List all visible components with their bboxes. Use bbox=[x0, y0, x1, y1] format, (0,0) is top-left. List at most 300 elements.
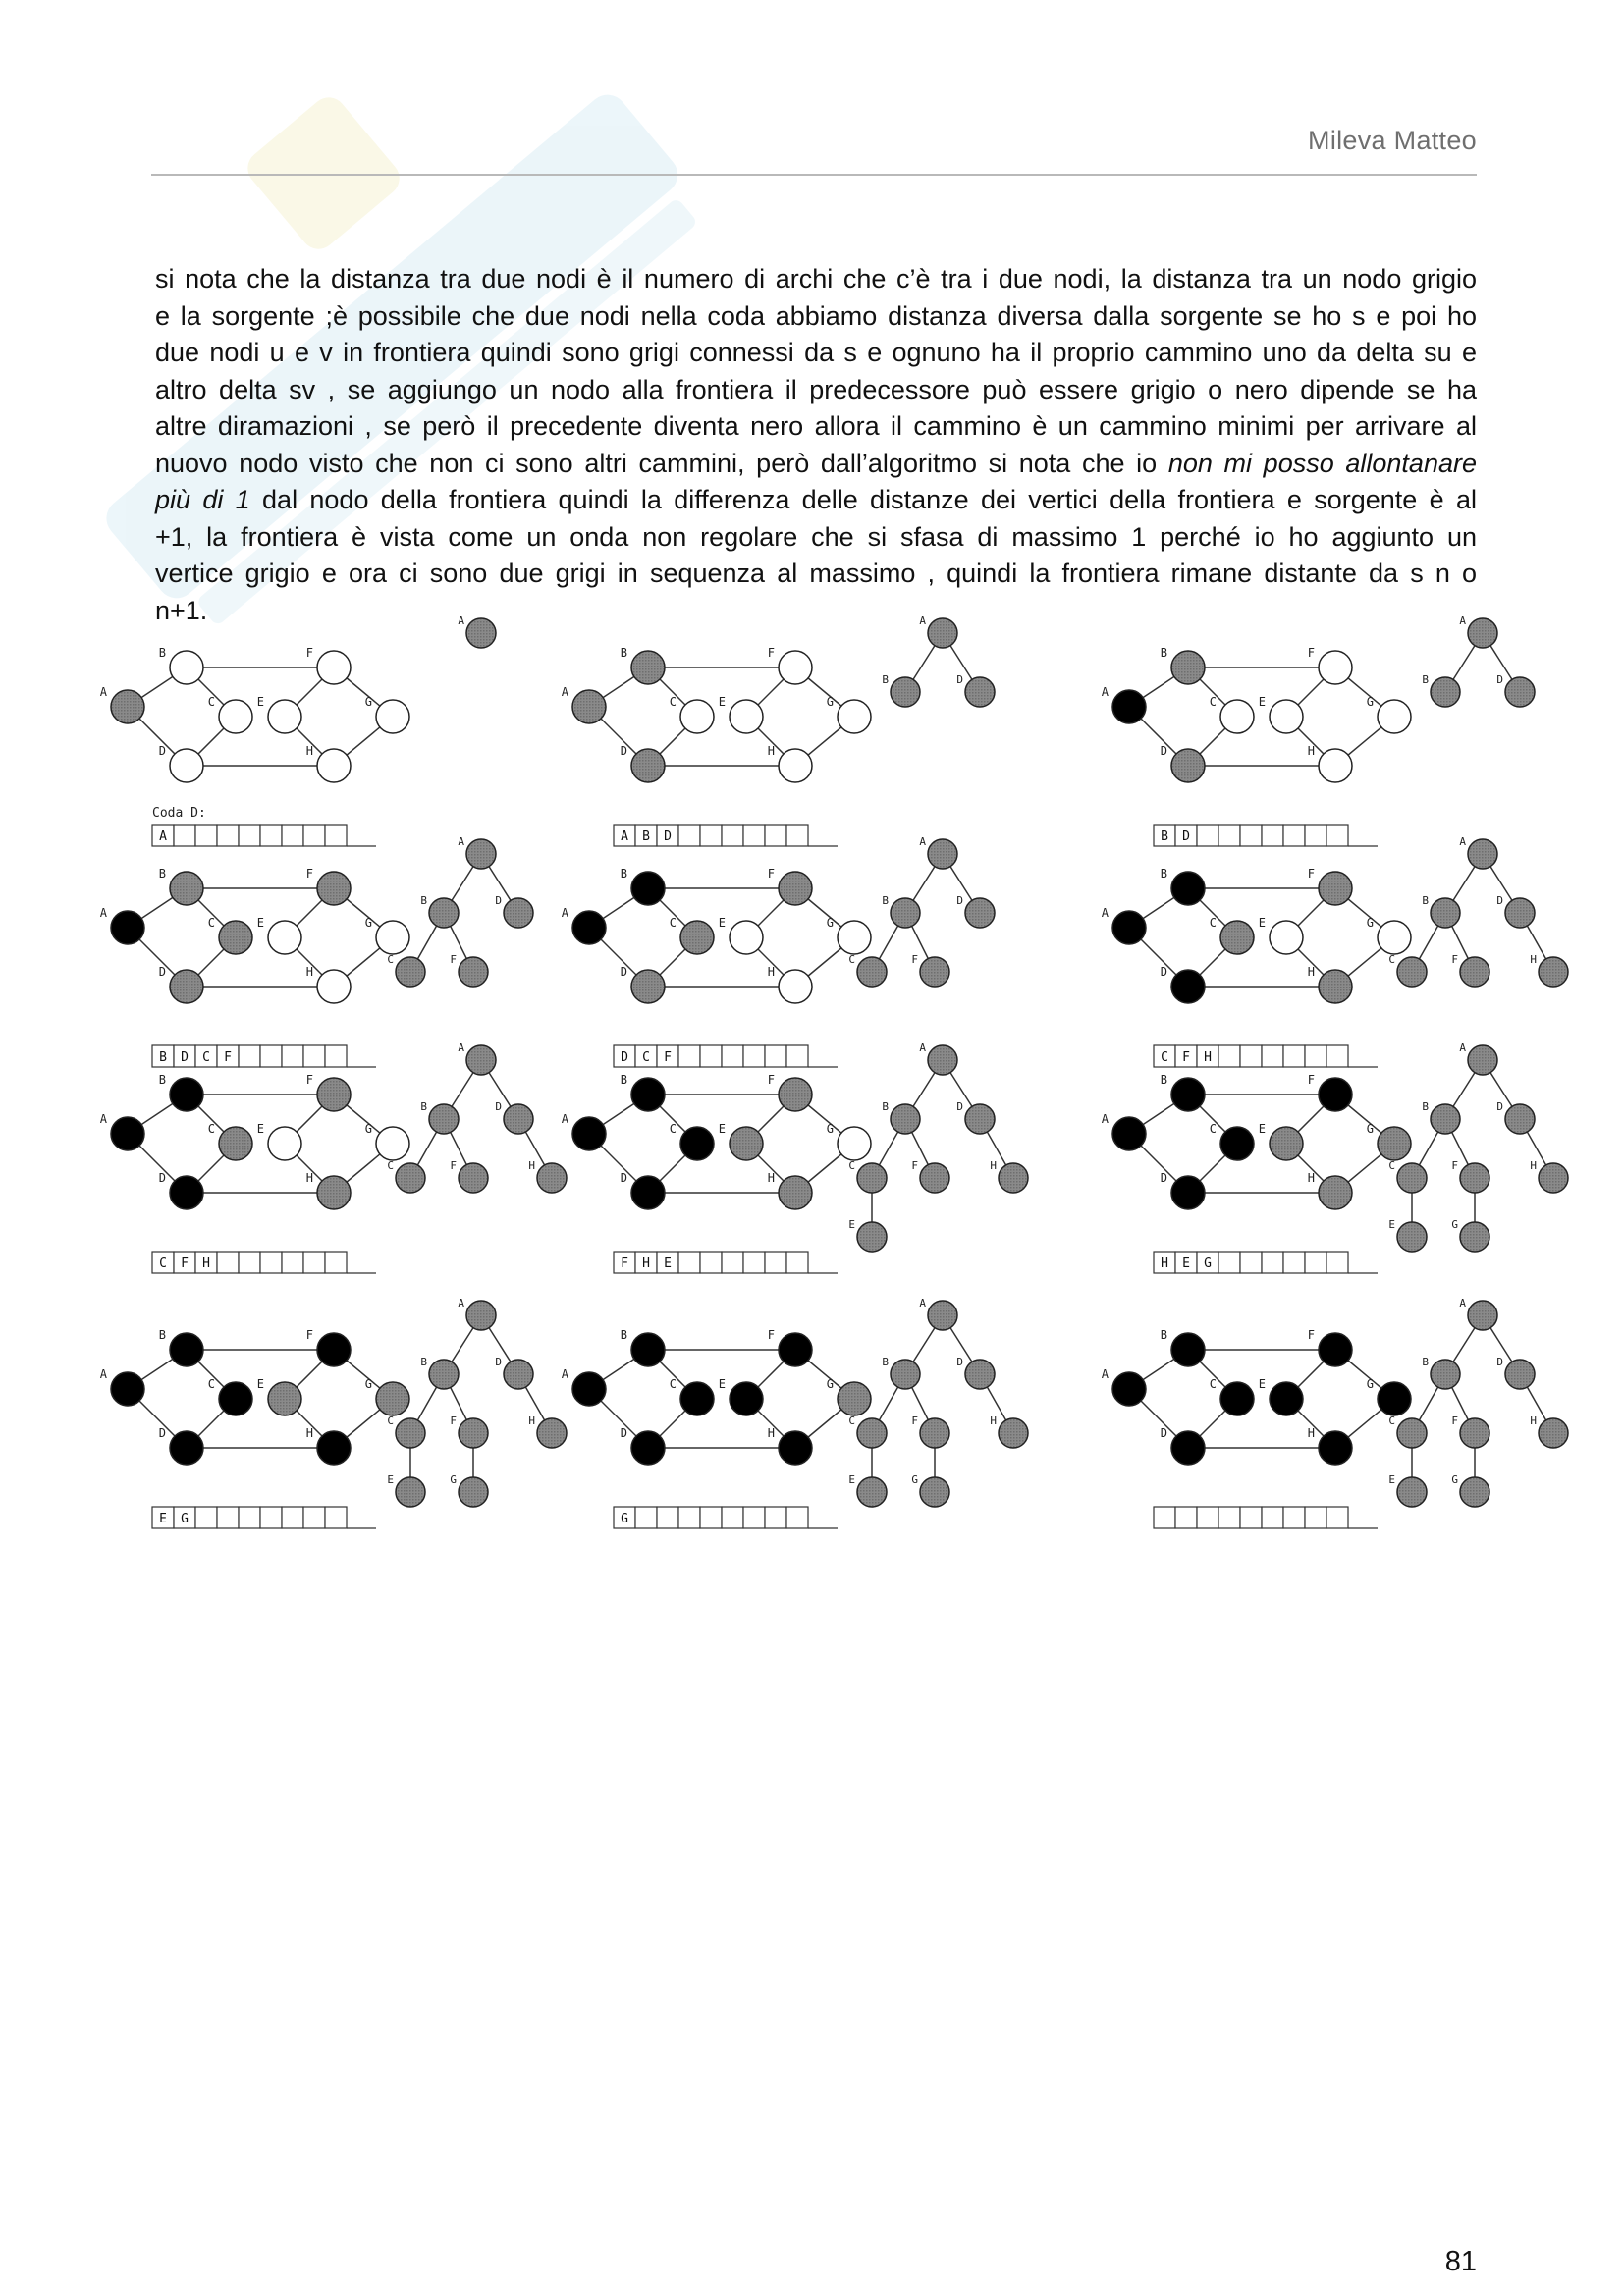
tree-node-d bbox=[504, 898, 533, 928]
tree-node-label: A bbox=[1459, 1041, 1466, 1054]
graph-node-b bbox=[631, 651, 665, 684]
tree-node-f bbox=[1460, 1163, 1489, 1193]
graph-node-a bbox=[111, 1372, 144, 1406]
tree-node-a bbox=[1468, 618, 1497, 648]
tree-node-d bbox=[504, 1104, 533, 1134]
tree-node-label: B bbox=[420, 894, 427, 907]
tree-node-label: H bbox=[1530, 1415, 1537, 1427]
tree-node-c bbox=[1397, 1418, 1427, 1448]
tree-node-f bbox=[920, 1418, 949, 1448]
graph-node-d bbox=[170, 970, 203, 1003]
graph-node-label: G bbox=[364, 695, 372, 709]
tree-node-label: C bbox=[387, 953, 394, 966]
queue-cell bbox=[765, 1045, 786, 1067]
queue-cell bbox=[1283, 1045, 1305, 1067]
tree-node-b bbox=[1431, 1104, 1460, 1134]
graph-node-label: G bbox=[826, 1377, 834, 1391]
graph-node-label: A bbox=[1101, 1367, 1109, 1381]
graph-node-a bbox=[111, 911, 144, 944]
graph-node-label: D bbox=[620, 1426, 627, 1440]
graph-node-label: D bbox=[620, 1171, 627, 1185]
graph-node-label: F bbox=[305, 1328, 313, 1342]
graph-node-label: B bbox=[620, 1073, 627, 1087]
graph-node-c bbox=[1220, 1382, 1254, 1415]
queue-item: F bbox=[224, 1050, 232, 1065]
graph-node-label: D bbox=[158, 1426, 166, 1440]
tree-node-e bbox=[857, 1477, 887, 1507]
tree-node-h bbox=[1539, 1163, 1568, 1193]
page-number: 81 bbox=[1444, 2246, 1477, 2277]
graph-node-label: A bbox=[99, 1367, 107, 1381]
queue-caption: Coda D: bbox=[152, 806, 206, 821]
queue-cell bbox=[1175, 1507, 1197, 1528]
graph-node-c bbox=[1220, 700, 1254, 733]
queue-cell bbox=[1262, 1507, 1283, 1528]
graph-node-e bbox=[730, 700, 763, 733]
queue-cell bbox=[786, 1252, 808, 1273]
graph-node-d bbox=[631, 1431, 665, 1465]
tree-node-d bbox=[504, 1360, 533, 1389]
queue-item: F bbox=[1182, 1050, 1190, 1065]
graph-node-label: G bbox=[1366, 916, 1374, 930]
queue-cell bbox=[1262, 825, 1283, 846]
tree-node-f bbox=[459, 1418, 488, 1448]
tree-node-label: H bbox=[528, 1415, 535, 1427]
tree-node-h bbox=[537, 1163, 567, 1193]
graph-node-b bbox=[170, 1333, 203, 1366]
tree-node-label: E bbox=[848, 1218, 855, 1231]
queue-cell bbox=[722, 1045, 743, 1067]
graph-node-c bbox=[1220, 1127, 1254, 1160]
graph-node-h bbox=[779, 749, 812, 782]
tree-node-label: B bbox=[1422, 894, 1429, 907]
graph-node-g bbox=[376, 1382, 409, 1415]
graph-node-d bbox=[170, 1176, 203, 1209]
graph-node-label: H bbox=[305, 965, 313, 979]
graph-node-label: A bbox=[561, 1112, 568, 1126]
graph-node-label: F bbox=[305, 646, 313, 660]
queue-cell bbox=[1283, 825, 1305, 846]
graph-node-label: C bbox=[207, 1377, 215, 1391]
tree-node-d bbox=[1505, 1360, 1535, 1389]
graph-node-d bbox=[1171, 970, 1205, 1003]
tree-node-g bbox=[1460, 1222, 1489, 1252]
queue-cell bbox=[700, 1507, 722, 1528]
graph-node-a bbox=[1112, 1117, 1146, 1150]
graph-node-label: D bbox=[1160, 744, 1167, 758]
tree-node-label: F bbox=[1451, 1415, 1458, 1427]
graph-node-f bbox=[779, 1333, 812, 1366]
tree-node-label: F bbox=[450, 1159, 457, 1172]
tree-node-label: D bbox=[956, 894, 963, 907]
queue-cell bbox=[239, 1507, 260, 1528]
tree-node-c bbox=[396, 1418, 425, 1448]
queue-cell bbox=[1326, 825, 1348, 846]
tree-node-a bbox=[1468, 839, 1497, 869]
graph-node-a bbox=[1112, 1372, 1146, 1406]
queue-cell bbox=[1240, 825, 1262, 846]
graph-node-h bbox=[1319, 1431, 1352, 1465]
graph-node-c bbox=[219, 921, 252, 954]
graph-node-label: F bbox=[305, 1073, 313, 1087]
tree-node-e bbox=[396, 1477, 425, 1507]
tree-node-label: A bbox=[919, 614, 926, 627]
graph-node-label: B bbox=[158, 1328, 166, 1342]
graph-node-f bbox=[1319, 1333, 1352, 1366]
graph-node-label: D bbox=[620, 965, 627, 979]
tree-node-label: D bbox=[956, 1356, 963, 1368]
queue-cell bbox=[722, 1252, 743, 1273]
tree-node-label: F bbox=[1451, 953, 1458, 966]
graph-node-label: H bbox=[1307, 965, 1315, 979]
graph-node-c bbox=[219, 700, 252, 733]
tree-node-c bbox=[1397, 1163, 1427, 1193]
graph-node-c bbox=[680, 1382, 714, 1415]
tree-node-b bbox=[1431, 898, 1460, 928]
tree-node-d bbox=[1505, 1104, 1535, 1134]
queue-cell bbox=[722, 1507, 743, 1528]
tree-node-label: A bbox=[919, 835, 926, 848]
tree-node-label: A bbox=[1459, 614, 1466, 627]
queue-cell bbox=[1283, 1507, 1305, 1528]
queue-item: A bbox=[159, 829, 167, 844]
graph-node-a bbox=[1112, 690, 1146, 723]
queue-item: D bbox=[1182, 829, 1190, 844]
tree-node-label: C bbox=[848, 1159, 855, 1172]
tree-node-label: B bbox=[420, 1100, 427, 1113]
tree-node-b bbox=[429, 1360, 459, 1389]
graph-node-label: A bbox=[561, 906, 568, 920]
queue-cell bbox=[217, 1252, 239, 1273]
graph-node-label: G bbox=[826, 695, 834, 709]
queue-item: D bbox=[664, 829, 672, 844]
queue-cell bbox=[303, 1252, 325, 1273]
graph-node-e bbox=[1270, 1127, 1303, 1160]
body-emphasis: più di 1 bbox=[155, 485, 250, 514]
graph-node-a bbox=[572, 1372, 606, 1406]
queue-cell bbox=[743, 1507, 765, 1528]
graph-node-label: B bbox=[620, 646, 627, 660]
tree-node-label: F bbox=[911, 1415, 918, 1427]
body-text-run: dal nodo della frontiera quindi la differenza delle distanze dei vertici della frontiera e sorgente è al bbox=[249, 485, 1477, 514]
graph-node-label: H bbox=[305, 1426, 313, 1440]
queue-cell bbox=[1240, 1252, 1262, 1273]
tree-node-c bbox=[857, 1163, 887, 1193]
graph-node-label: E bbox=[1258, 695, 1266, 709]
tree-node-a bbox=[928, 1301, 957, 1330]
queue-cell bbox=[239, 1045, 260, 1067]
graph-node-g bbox=[376, 700, 409, 733]
graph-node-label: G bbox=[1366, 1377, 1374, 1391]
queue-cell bbox=[743, 825, 765, 846]
graph-node-d bbox=[170, 1431, 203, 1465]
tree-node-label: E bbox=[1388, 1473, 1395, 1486]
graph-node-c bbox=[219, 1127, 252, 1160]
graph-node-e bbox=[730, 1127, 763, 1160]
graph-node-e bbox=[1270, 921, 1303, 954]
tree-node-c bbox=[396, 957, 425, 987]
tree-node-a bbox=[928, 839, 957, 869]
tree-node-label: F bbox=[911, 953, 918, 966]
graph-node-label: A bbox=[99, 906, 107, 920]
graph-node-f bbox=[1319, 872, 1352, 905]
queue-cell bbox=[1218, 1252, 1240, 1273]
graph-node-label: E bbox=[256, 1377, 264, 1391]
graph-node-c bbox=[1220, 921, 1254, 954]
body-line: due nodi u e v in frontiera quindi sono grigi connessi da s e ognuno ha il proprio cammino uno da delta su e bbox=[155, 338, 1477, 367]
tree-node-label: G bbox=[1451, 1473, 1458, 1486]
tree-node-e bbox=[857, 1222, 887, 1252]
queue-cell bbox=[678, 825, 700, 846]
queue-cell bbox=[765, 1252, 786, 1273]
tree-node-label: F bbox=[450, 1415, 457, 1427]
header-author: Mileva Matteo bbox=[1308, 126, 1477, 155]
graph-node-label: A bbox=[99, 685, 107, 699]
tree-node-label: H bbox=[528, 1159, 535, 1172]
queue-cell bbox=[1240, 1507, 1262, 1528]
graph-node-f bbox=[317, 1078, 351, 1111]
graph-node-label: E bbox=[1258, 1377, 1266, 1391]
graph-node-label: G bbox=[1366, 1122, 1374, 1136]
queue-cell bbox=[260, 1507, 282, 1528]
tree-node-label: D bbox=[956, 1100, 963, 1113]
graph-node-label: H bbox=[1307, 1426, 1315, 1440]
tree-node-label: F bbox=[450, 953, 457, 966]
queue-cell bbox=[303, 825, 325, 846]
queue-cell bbox=[765, 825, 786, 846]
queue-cell bbox=[1218, 825, 1240, 846]
graph-node-label: E bbox=[256, 916, 264, 930]
graph-node-label: H bbox=[767, 1426, 775, 1440]
queue-cell bbox=[282, 825, 303, 846]
tree-node-label: H bbox=[990, 1159, 997, 1172]
queue-cell bbox=[678, 1252, 700, 1273]
graph-node-f bbox=[779, 872, 812, 905]
graph-node-label: H bbox=[767, 1171, 775, 1185]
tree-node-label: A bbox=[919, 1297, 926, 1309]
graph-node-label: F bbox=[767, 867, 775, 881]
tree-node-a bbox=[1468, 1045, 1497, 1075]
tree-node-h bbox=[537, 1418, 567, 1448]
graph-node-e bbox=[268, 1382, 301, 1415]
tree-node-e bbox=[1397, 1477, 1427, 1507]
queue-item: G bbox=[1204, 1256, 1212, 1271]
body-text-run: nuovo nodo visto che non ci sono altri cammini, però dall’algoritmo si nota che io bbox=[155, 448, 1168, 478]
tree-node-b bbox=[1431, 1360, 1460, 1389]
tree-node-label: D bbox=[1496, 673, 1503, 686]
queue-cell bbox=[195, 1507, 217, 1528]
graph-node-d bbox=[1171, 749, 1205, 782]
graph-node-a bbox=[572, 911, 606, 944]
graph-node-label: D bbox=[158, 1171, 166, 1185]
graph-node-a bbox=[572, 1117, 606, 1150]
graph-node-h bbox=[779, 970, 812, 1003]
queue-cell bbox=[700, 1045, 722, 1067]
body-emphasis: non mi posso allontanare bbox=[1167, 448, 1477, 478]
tree-node-a bbox=[466, 1045, 496, 1075]
graph-node-e bbox=[730, 921, 763, 954]
queue-cell bbox=[786, 1507, 808, 1528]
tree-node-label: C bbox=[848, 953, 855, 966]
graph-node-label: B bbox=[158, 646, 166, 660]
graph-node-f bbox=[317, 651, 351, 684]
tree-node-d bbox=[1505, 677, 1535, 707]
queue-cell bbox=[1240, 1045, 1262, 1067]
queue-cell bbox=[1197, 825, 1218, 846]
body-line: altro delta sv , se aggiungo un nodo alla frontiera il predecessore può essere grigio o nero dipende se ha bbox=[155, 374, 1477, 404]
tree-node-label: B bbox=[882, 1100, 889, 1113]
queue-cell bbox=[1305, 1252, 1326, 1273]
tree-node-label: C bbox=[1388, 953, 1395, 966]
graph-node-label: B bbox=[158, 867, 166, 881]
graph-node-h bbox=[779, 1431, 812, 1465]
graph-node-label: E bbox=[718, 1122, 726, 1136]
tree-node-c bbox=[396, 1163, 425, 1193]
graph-node-f bbox=[317, 1333, 351, 1366]
queue-item: B bbox=[1161, 829, 1168, 844]
graph-node-label: A bbox=[1101, 906, 1109, 920]
graph-node-b bbox=[170, 1078, 203, 1111]
queue-cell bbox=[1262, 1252, 1283, 1273]
graph-node-b bbox=[170, 651, 203, 684]
graph-node-h bbox=[317, 970, 351, 1003]
queue-cell bbox=[1326, 1507, 1348, 1528]
graph-node-b bbox=[1171, 1078, 1205, 1111]
graph-node-g bbox=[376, 1127, 409, 1160]
tree-node-h bbox=[1539, 957, 1568, 987]
body-line: si nota che la distanza tra due nodi è il numero di archi che c’è tra i due nodi, la distanza tra un nodo grigio bbox=[155, 264, 1477, 294]
graph-node-label: B bbox=[1160, 1073, 1167, 1087]
tree-node-label: A bbox=[919, 1041, 926, 1054]
graph-node-label: A bbox=[99, 1112, 107, 1126]
tree-node-label: A bbox=[1459, 835, 1466, 848]
tree-node-h bbox=[1539, 1418, 1568, 1448]
tree-node-d bbox=[1505, 898, 1535, 928]
graph-node-label: H bbox=[305, 744, 313, 758]
tree-node-f bbox=[1460, 1418, 1489, 1448]
queue-cell bbox=[217, 1507, 239, 1528]
graph-node-label: G bbox=[364, 1122, 372, 1136]
graph-node-label: C bbox=[207, 916, 215, 930]
tree-node-f bbox=[1460, 957, 1489, 987]
queue-cell bbox=[260, 825, 282, 846]
body-line: +1, la frontiera è vista come un onda non regolare che si sfasa di massimo 1 perché io ho aggiunto un bbox=[155, 521, 1477, 552]
queue-cell bbox=[743, 1252, 765, 1273]
tree-node-label: E bbox=[848, 1473, 855, 1486]
tree-node-label: C bbox=[387, 1159, 394, 1172]
graph-node-label: F bbox=[1307, 646, 1315, 660]
tree-node-label: D bbox=[495, 894, 502, 907]
tree-node-label: H bbox=[990, 1415, 997, 1427]
graph-node-label: C bbox=[1209, 1122, 1217, 1136]
queue-cell bbox=[303, 1507, 325, 1528]
graph-node-label: B bbox=[620, 867, 627, 881]
graph-node-h bbox=[1319, 749, 1352, 782]
graph-node-f bbox=[1319, 651, 1352, 684]
tree-node-label: G bbox=[911, 1473, 918, 1486]
graph-node-label: E bbox=[718, 916, 726, 930]
tree-node-a bbox=[928, 618, 957, 648]
tree-node-g bbox=[1460, 1477, 1489, 1507]
tree-node-label: E bbox=[387, 1473, 394, 1486]
graph-node-d bbox=[1171, 1431, 1205, 1465]
body-line: n+1. bbox=[155, 595, 208, 625]
tree-node-label: G bbox=[450, 1473, 457, 1486]
graph-node-d bbox=[170, 749, 203, 782]
graph-node-h bbox=[317, 1176, 351, 1209]
tree-node-g bbox=[459, 1477, 488, 1507]
tree-node-d bbox=[965, 1360, 995, 1389]
queue-item: H bbox=[1204, 1050, 1212, 1065]
queue-item: F bbox=[664, 1050, 672, 1065]
tree-node-f bbox=[459, 1163, 488, 1193]
queue-cell bbox=[1305, 825, 1326, 846]
tree-node-d bbox=[965, 677, 995, 707]
graph-node-b bbox=[631, 1078, 665, 1111]
queue-cell bbox=[678, 1045, 700, 1067]
graph-node-g bbox=[1378, 1382, 1411, 1415]
tree-node-a bbox=[466, 1301, 496, 1330]
tree-node-label: D bbox=[495, 1100, 502, 1113]
queue-item: D bbox=[621, 1050, 628, 1065]
graph-node-a bbox=[111, 1117, 144, 1150]
graph-node-label: A bbox=[1101, 1112, 1109, 1126]
queue-item: F bbox=[621, 1256, 628, 1271]
tree-node-a bbox=[466, 618, 496, 648]
graph-node-d bbox=[631, 970, 665, 1003]
tree-node-a bbox=[928, 1045, 957, 1075]
graph-node-label: E bbox=[718, 1377, 726, 1391]
body-line: e la sorgente ;è possibile che due nodi nella coda abbiamo distanza diversa dalla sorgente se ho s e poi ho bbox=[155, 300, 1477, 331]
graph-node-label: G bbox=[1366, 695, 1374, 709]
graph-node-label: C bbox=[669, 916, 677, 930]
graph-node-h bbox=[317, 749, 351, 782]
queue-cell bbox=[282, 1045, 303, 1067]
tree-node-label: B bbox=[1422, 1100, 1429, 1113]
tree-node-c bbox=[857, 957, 887, 987]
graph-node-label: C bbox=[1209, 916, 1217, 930]
tree-node-label: C bbox=[848, 1415, 855, 1427]
graph-node-label: G bbox=[826, 916, 834, 930]
graph-node-b bbox=[1171, 872, 1205, 905]
graph-node-e bbox=[1270, 700, 1303, 733]
graph-node-c bbox=[680, 1127, 714, 1160]
graph-node-label: D bbox=[1160, 1426, 1167, 1440]
queue-item: E bbox=[159, 1512, 167, 1526]
tree-node-b bbox=[891, 1360, 920, 1389]
tree-node-c bbox=[857, 1418, 887, 1448]
tree-node-f bbox=[920, 957, 949, 987]
tree-node-d bbox=[965, 1104, 995, 1134]
queue-cell bbox=[282, 1507, 303, 1528]
graph-node-label: B bbox=[620, 1328, 627, 1342]
graph-node-label: B bbox=[1160, 867, 1167, 881]
queue-cell bbox=[260, 1252, 282, 1273]
graph-node-label: F bbox=[767, 1328, 775, 1342]
graph-node-label: E bbox=[1258, 916, 1266, 930]
graph-node-label: A bbox=[561, 1367, 568, 1381]
body-line: vertice grigio e ora ci sono due grigi in sequenza al massimo , quindi la frontiera rimane distante da s n o bbox=[155, 559, 1477, 588]
tree-node-f bbox=[920, 1163, 949, 1193]
graph-node-e bbox=[730, 1382, 763, 1415]
tree-node-label: C bbox=[1388, 1159, 1395, 1172]
graph-node-c bbox=[680, 700, 714, 733]
queue-item: C bbox=[642, 1050, 650, 1065]
graph-node-label: A bbox=[561, 685, 568, 699]
tree-node-label: B bbox=[882, 1356, 889, 1368]
body-line: altre diramazioni , se però il precedente diventa nero allora il cammino è un cammino minimi per arrivare al bbox=[155, 411, 1477, 441]
queue-cell bbox=[325, 1507, 347, 1528]
